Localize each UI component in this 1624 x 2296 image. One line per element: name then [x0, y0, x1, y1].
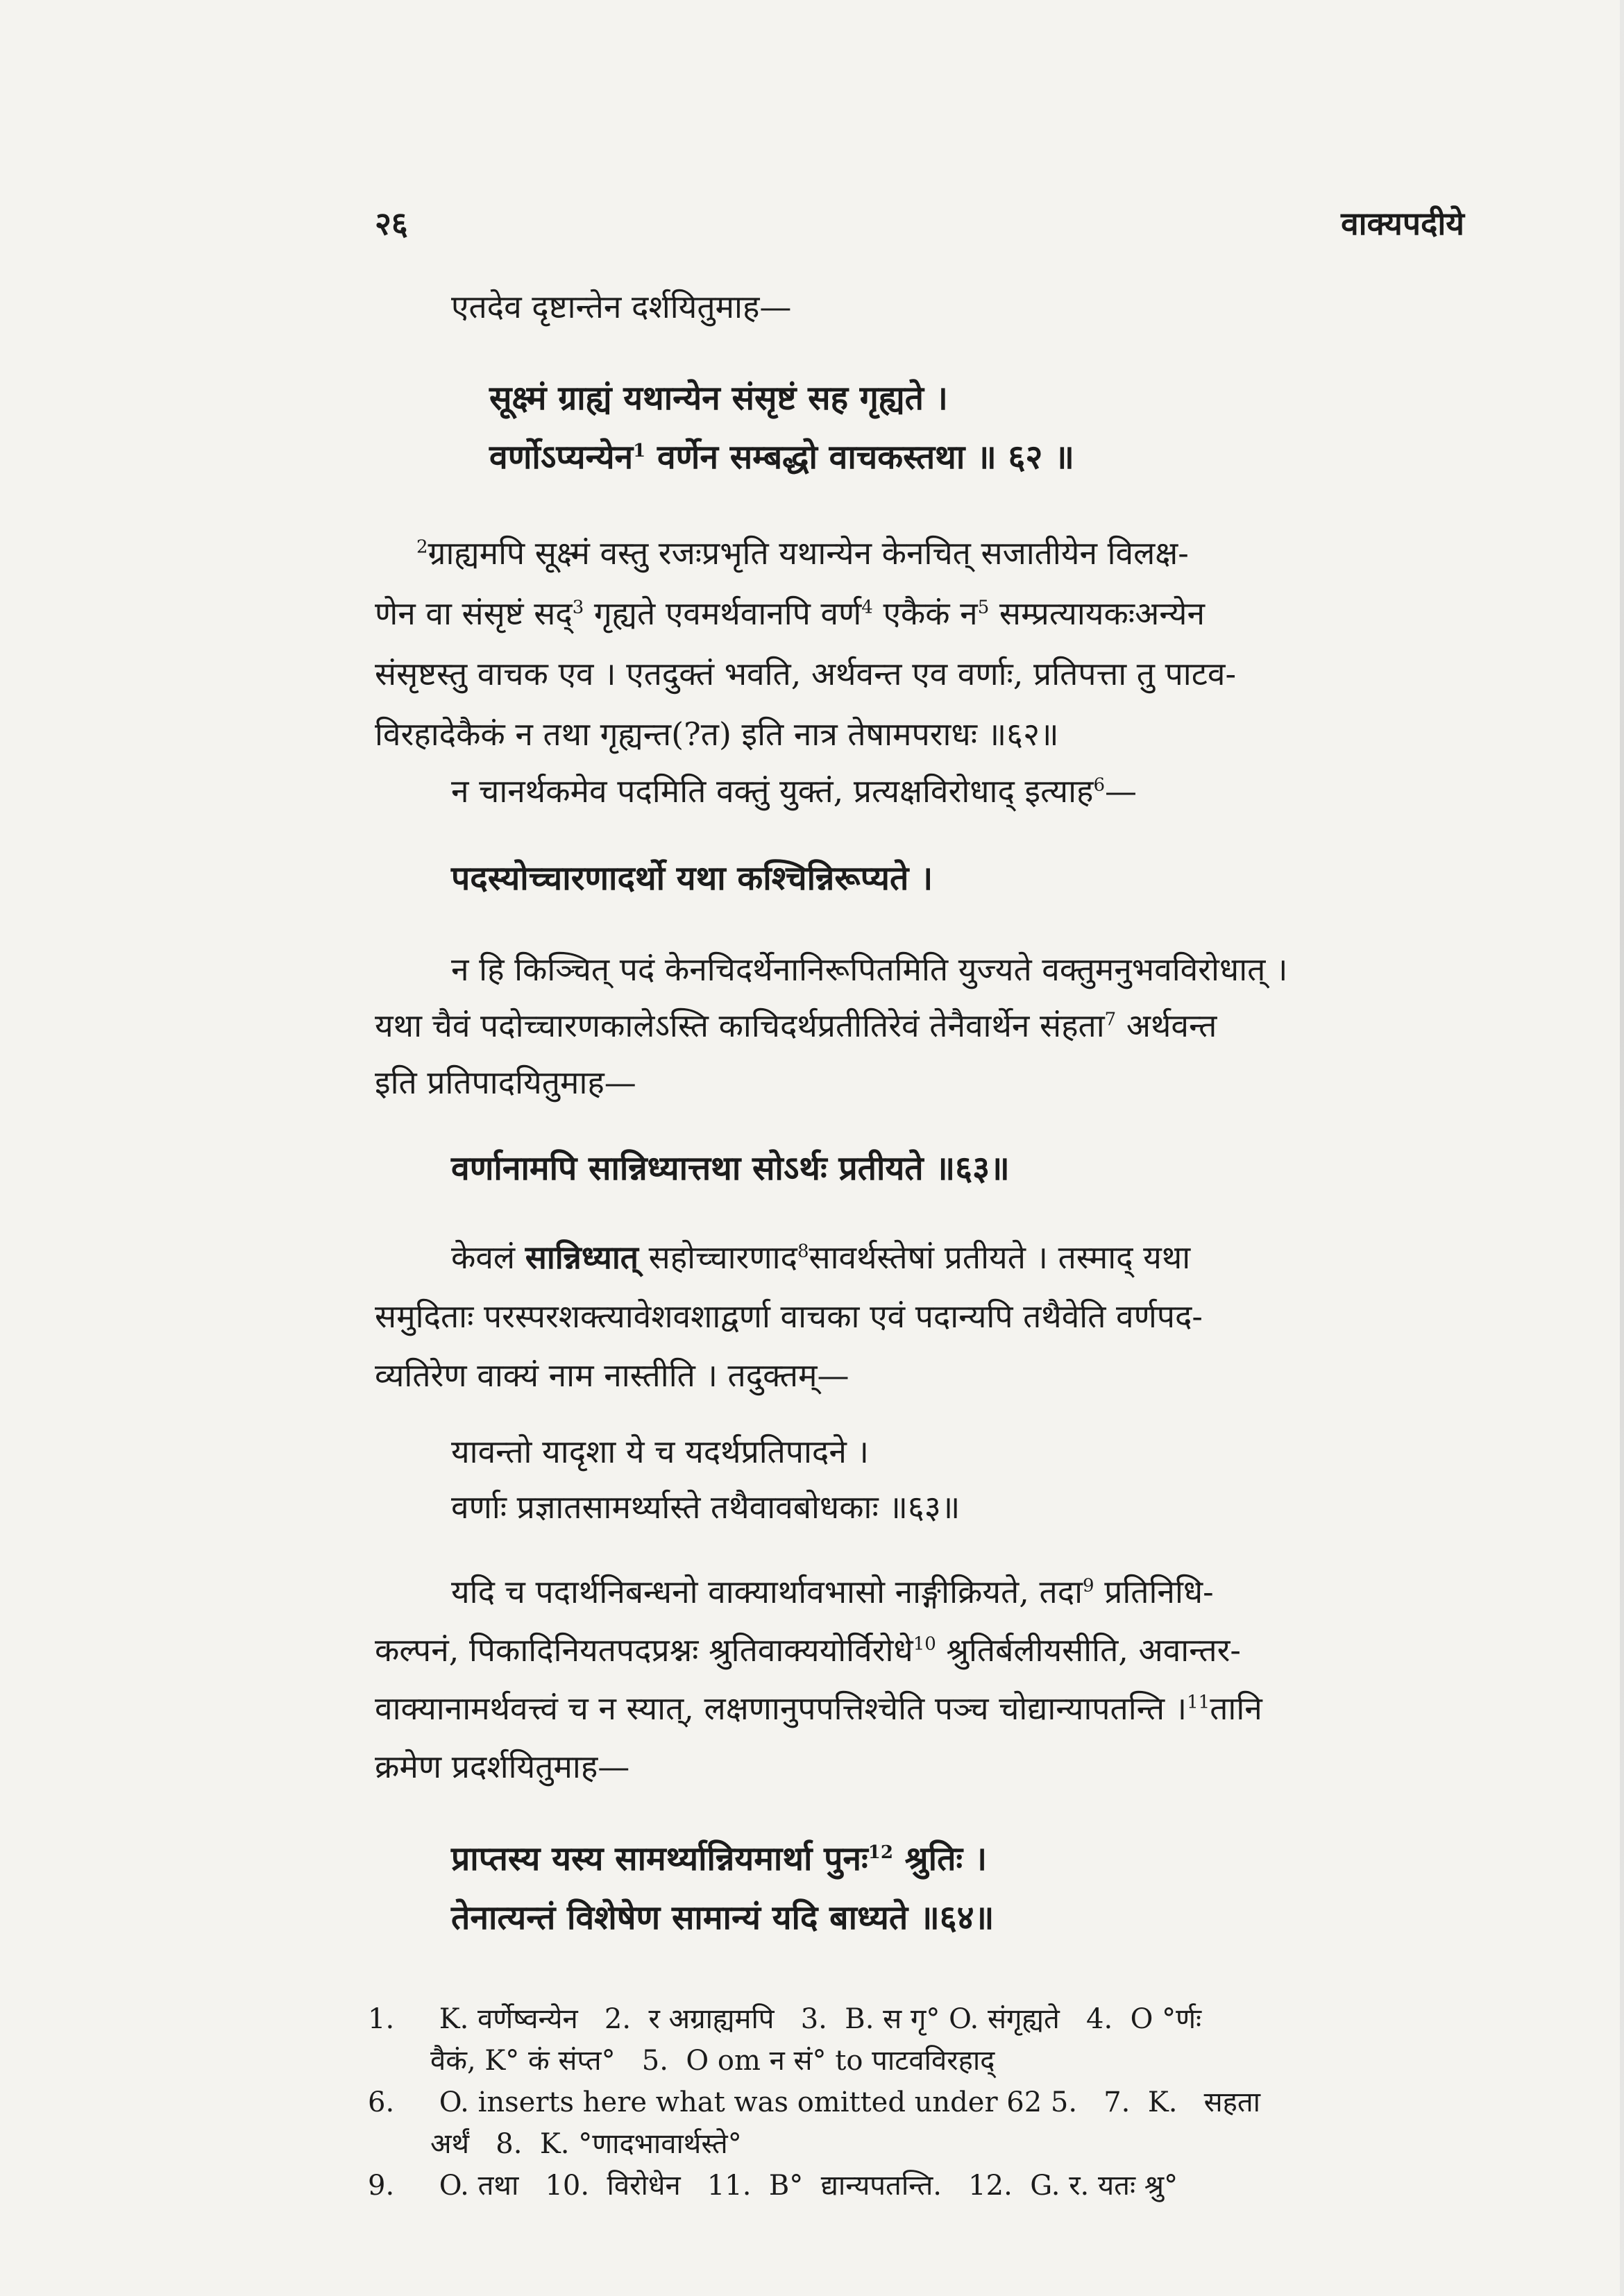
commentary-62-line-3: संसृष्टस्तु वाचक एव । एतदुक्तं भवति, अर्थवन्त एव वर्णाः, प्रतिपत्ता तु पाटव- — [375, 655, 1236, 692]
commentary-64-line-1: यदि च पदार्थनिबन्धनो वाक्यार्थावभासो नाङ्गीक्रियते, तदा$^9$ प्रतिनिधि- — [451, 1573, 1214, 1610]
commentary-64-line-4: क्रमेण प्रदर्शयितुमाह— — [375, 1748, 630, 1785]
footnote-row-1: 1. K. वर्णेष्वन्येन 2. र अग्राह्यमपि 3. B. स गृ° O. संगृह्यते 4. O °र्णः — [368, 2003, 1202, 2035]
footnote-row-4: अर्थं 8. K. °णादभावार्थस्ते° — [430, 2128, 742, 2160]
page-number: २६ — [375, 205, 408, 242]
page-edge-shadow — [1620, 0, 1624, 2296]
verse-64-line-1: प्राप्तस्य यस्य सामर्थ्यान्नियमार्था पुनः$^{12}$ श्रुतिः । — [451, 1839, 988, 1878]
commentary-62-line-2: णेन वा संसृष्टं सद्$^3$ गृह्यते एवमर्थवानपि वर्ण$^4$ एकैकं न$^5$ सम्प्रत्यायकःअन्येन — [375, 595, 1205, 632]
commentary-64-line-2: कल्पनं, पिकादिनियतपदप्रश्नः श्रुतिवाक्ययोर्विरोधे$^{10}$ श्रुतिर्बलीयसीति, अवान्तर- — [375, 1631, 1241, 1669]
commentary-63a-line-2: यथा चैवं पदोच्चारणकालेऽस्ति काचिदर्थप्रतीतिरेवं तेनैवार्थेन संहता$^7$ अर्थवन्त — [375, 1007, 1217, 1044]
commentary-63a-line-3: इति प्रतिपादयितुमाह— — [375, 1064, 636, 1101]
verse-line-padasya: पदस्योच्चारणादर्थो यथा कश्चिन्निरूप्यते । — [451, 859, 933, 898]
commentary-63-line-3: व्यतिरेण वाक्यं नाम नास्तीति । तदुक्तम्— — [375, 1357, 849, 1394]
running-title: वाक्यपदीये — [1341, 205, 1464, 242]
commentary-63-line-2: समुदिताः परस्परशक्त्यावेशवशाद्वर्णा वाचका एवं पदान्यपि तथैवेति वर्णपद- — [375, 1298, 1203, 1335]
commentary-62-line-1: $^2$ग्राह्यमपि सूक्ष्मं वस्तु रजःप्रभृति यथान्येन केनचित् सजातीयेन विलक्ष- — [416, 534, 1189, 572]
quoted-verse-line-1: यावन्तो यादृशा ये च यदर्थप्रतिपादने । — [451, 1433, 869, 1470]
quoted-verse-line-2: वर्णाः प्रज्ञातसामर्थ्यास्ते तथैवावबोधकाः ॥६३॥ — [451, 1488, 961, 1526]
verse-62-line-2: वर्णोऽप्यन्येन$^1$ वर्णेन सम्बद्धो वाचकस्तथा ॥ ६२ ॥ — [489, 438, 1074, 477]
footnote-mark: 1 — [633, 441, 646, 461]
footnote-row-3: 6. O. inserts here what was omitted under 62 5. 7. K. सहता — [368, 2086, 1261, 2118]
commentary-63-line-1: केवलं सान्निध्यात् सहोच्चारणाद$^8$सावर्थस्तेषां प्रतीयते । तस्माद् यथा — [451, 1239, 1191, 1276]
intro-line: एतदेव दृष्टान्तेन दर्शयितुमाह— — [451, 288, 792, 325]
footnote-row-2: वैकं, K° कं संप्त° 5. O om न सं° to पाटवविरहाद् — [430, 2045, 995, 2077]
commentary-64-line-3: वाक्यानामर्थवत्त्वं च न स्यात्, लक्षणानुपपत्तिश्चेति पञ्च चोद्यान्यापतन्ति ।$^{11}$तानि — [375, 1690, 1262, 1727]
commentary-62-line-5: न चानर्थकमेव पदमिति वक्तुं युक्तं, प्रत्यक्षविरोधाद् इत्याह$^6$— — [451, 772, 1137, 810]
verse-62-line-1: सूक्ष्मं ग्राह्यं यथान्येन संसृष्टं सह गृह्यते । — [489, 379, 948, 418]
verse-63: वर्णानामपि सान्निध्यात्तथा सोऽर्थः प्रतीयते ॥६३॥ — [451, 1149, 1010, 1188]
commentary-62-line-4: विरहादेकैकं न तथा गृह्यन्त(?त) इति नात्र तेषामपराधः ॥६२॥ — [375, 715, 1059, 753]
footnote-row-5: 9. O. तथा 10. विरोधेन 11. B° द्यान्यपतन्ति. 12. G. र. यतः श्रु° — [368, 2170, 1178, 2202]
footnote-mark: 2 — [416, 536, 428, 558]
verse-64-line-2: तेनात्यन्तं विशेषेण सामान्यं यदि बाध्यते ॥६४॥ — [451, 1898, 995, 1937]
commentary-63a-line-1: न हि किञ्चित् पदं केनचिदर्थेनानिरूपितमिति युज्यते वक्तुमनुभवविरोधात् । — [451, 951, 1288, 988]
